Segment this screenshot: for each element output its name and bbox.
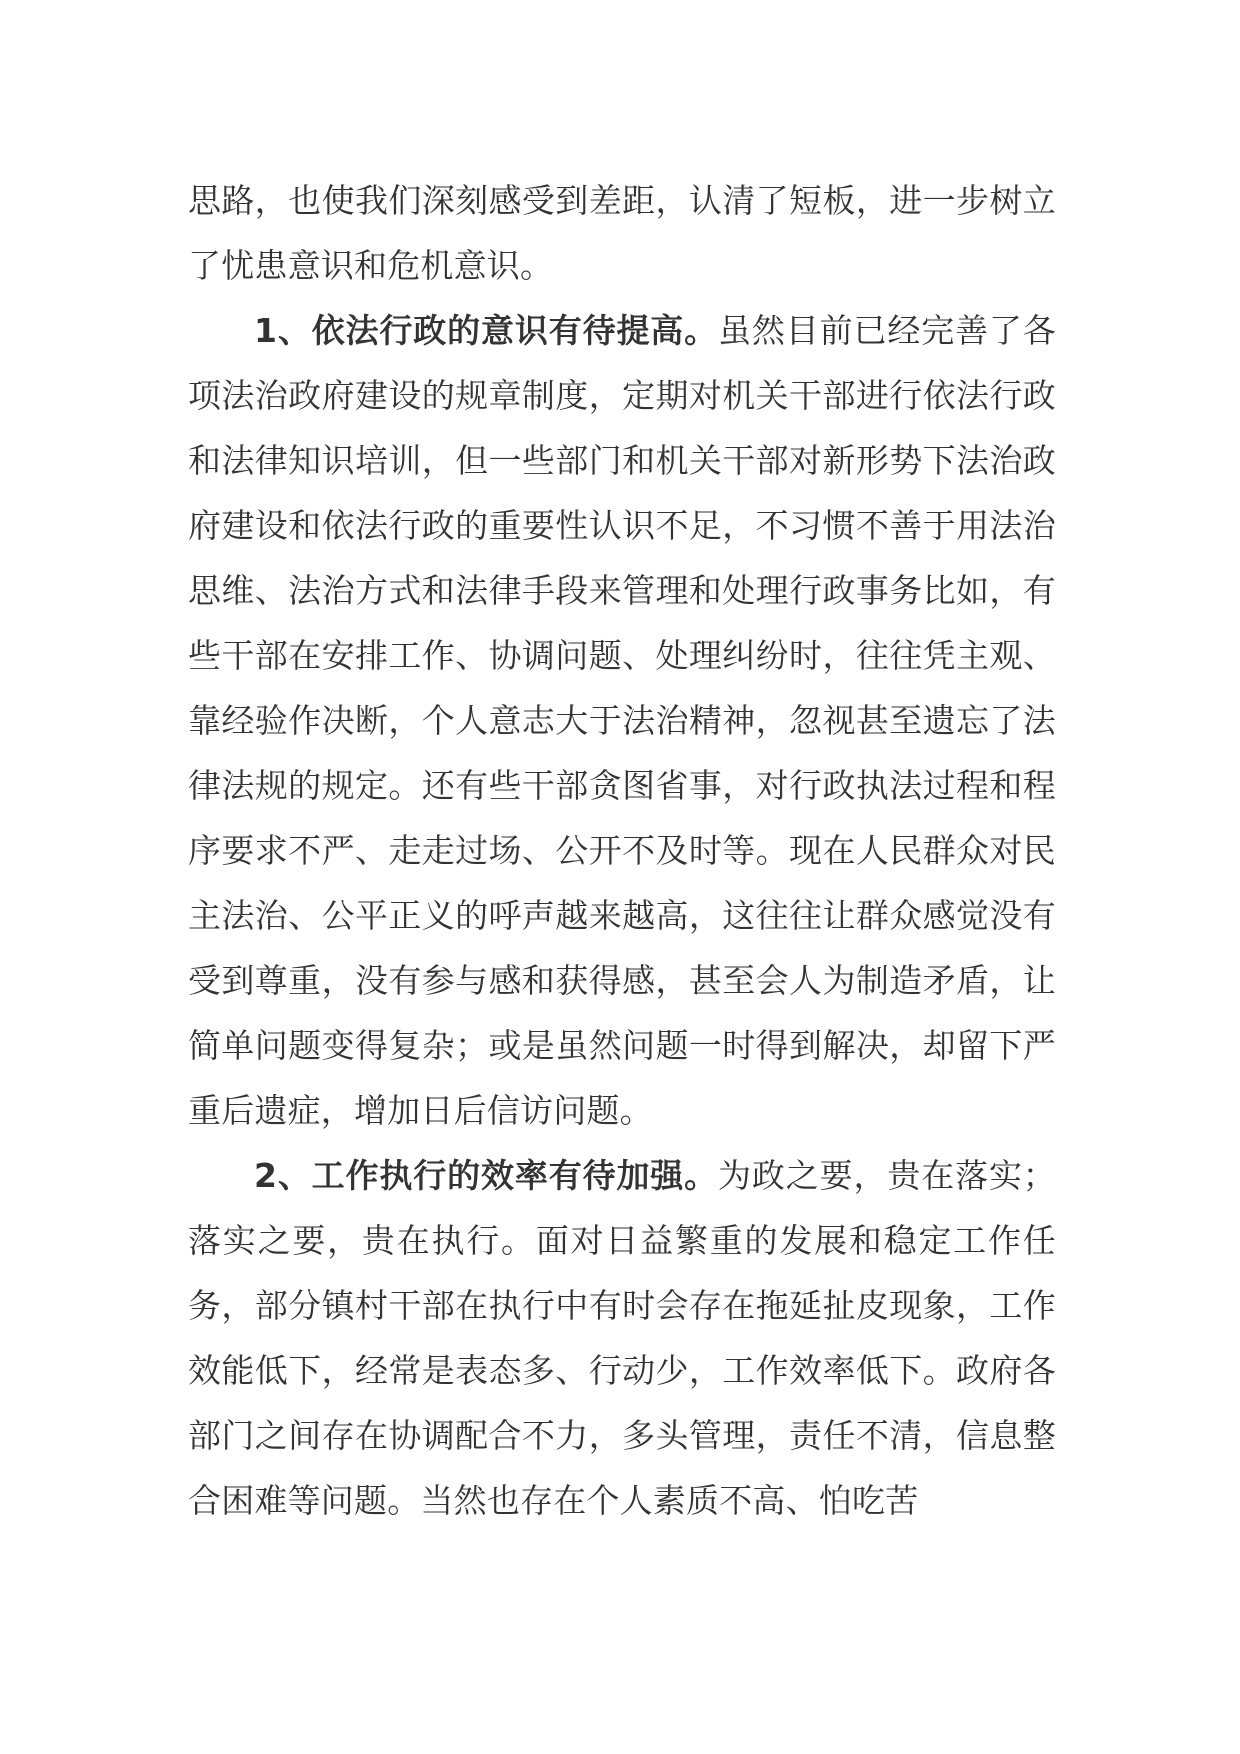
paragraph-text: 思路，也使我们深刻感受到差距，认清了短板，进一步树立了忧患意识和危机意识。 bbox=[188, 181, 1056, 285]
paragraph-text: 虽然目前已经完善了各项法治政府建设的规章制度，定期对机关干部进行依法行政和法律知识培训，但一些部门和机关干部对新形势下法治政府建设和依法行政的重要性认识不足，不习惯不善于用法治思维、法治方式和法律手段来管理和处理行政事务比如，有些干部在安排工作、协调问题、处理纠纷时，往往凭主观、靠经验作决断，个人意志大于法治精神，忽视甚至遗忘了法律法规的规定。还有些干部贪图省事，对行政执法过程和程序要求不严、走走过场、公开不及时等。现在人民群众对民主法治、公平正义的呼声越来越高，这往往让群众感觉没有受到尊重，没有参与感和获得感，甚至会人为制造矛盾，让简单问题变得复杂；或是虽然问题一时得到解决，却留下严重后遗症，增加日后信访问题。 bbox=[188, 311, 1057, 1130]
paragraph-work-efficiency bbox=[188, 1143, 1056, 1533]
paragraph-text: 为政之要，贵在落实；落实之要，贵在执行。面对日益繁重的发展和稳定工作任务，部分镇村干部在执行中有时会存在拖延扯皮现象，工作效能低下，经常是表态多、行动少，工作效率低下。政府各部门之间存在协调配合不力，多头管理，责任不清，信息整合困难等问题。当然也存在个人素质不高、怕吃苦 bbox=[188, 1156, 1057, 1520]
paragraph-heading: 1、依法行政的意识有待提高。 bbox=[254, 311, 719, 350]
paragraph-continuation bbox=[188, 168, 1056, 298]
paragraph-rule-of-law bbox=[188, 298, 1056, 1143]
document-body bbox=[188, 168, 1056, 1533]
paragraph-heading: 2、工作执行的效率有待加强。 bbox=[254, 1156, 719, 1195]
